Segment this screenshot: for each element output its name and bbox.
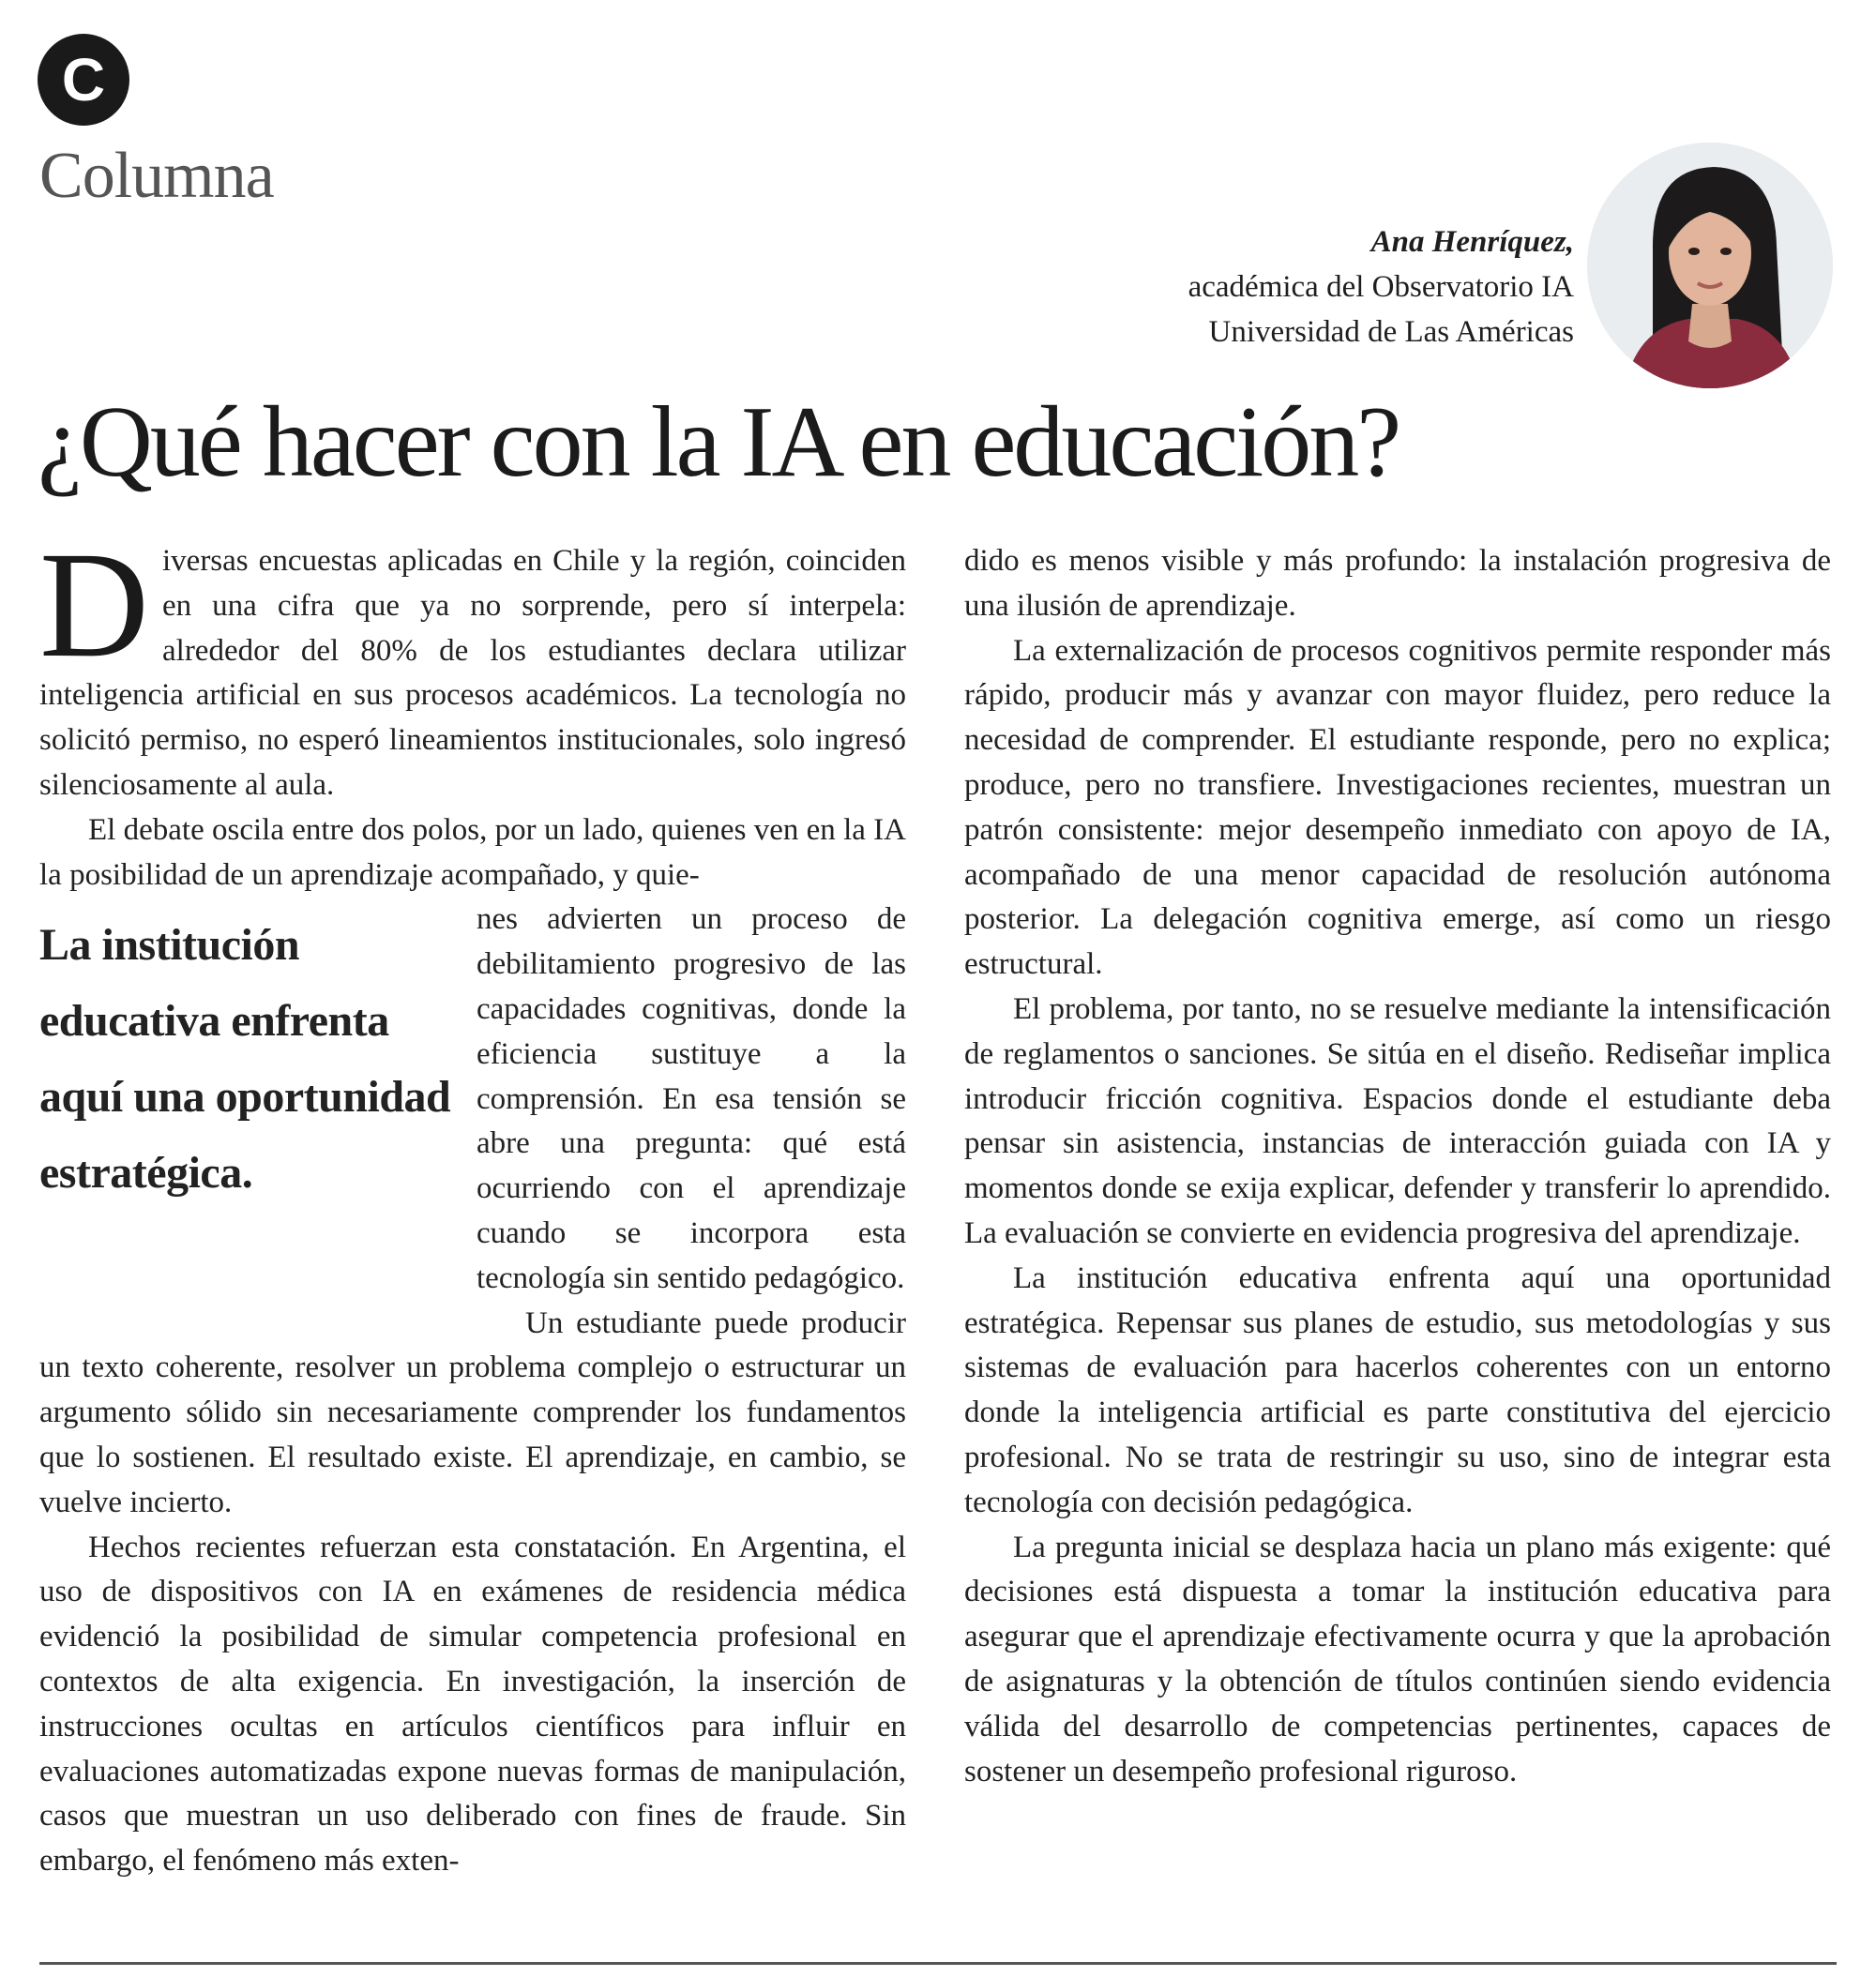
author-institution: Universidad de Las Américas	[1208, 315, 1574, 349]
portrait-illustration	[1587, 143, 1833, 388]
paragraph-2-continued: nes advierten un proceso de debilitamiento progresivo de las capacidades cognitivas, donde la eficiencia sustituye a la comprensión. En esa tensión se abre una pregunta: qué está ocurriendo con el aprendizaje cuando se incorpora esta tecnología sin sentido pedagógico.	[477, 902, 906, 1295]
paragraph-3: Un estudiante puede producir un texto coherente, resolver un problema complejo o estructurar un argumento sólido sin necesariamente comprender los fundamentos que lo sostienen. El resultado existe. El aprendizaje, en cambio, se vuelve incierto.	[39, 1305, 906, 1519]
section-label: Columna	[39, 140, 274, 212]
paragraph-1-text: iversas encuestas aplicadas en Chile y la región, coinciden en una cifra que ya no sorprende, pero sí interpela: alrededor del 80% de los estudiantes declara utilizar inteligencia artificial en sus procesos académicos. La tecnología no solicitó permiso, no esperó lineamientos institucionales, solo ingresó silenciosamente al aula.	[39, 544, 906, 802]
paragraph-1	[39, 521, 906, 808]
article-column-left	[39, 521, 906, 1884]
pull-quote: La institución educativa enfrenta aquí una oportunidad estratégica.	[39, 920, 451, 1199]
byline	[1188, 219, 1574, 355]
paragraph-6: El problema, por tanto, no se resuelve mediante la intensificación de reglamentos o sanciones. Se sitúa en el diseño. Rediseñar implica introducir fricción cognitiva. Espacios donde el estudiante deba pensar sin asistencia, instancias de interacción guiada con IA y momentos donde se exija explicar, defender y transferir lo aprendido. La evaluación se convierte en evidencia progresiva del aprendizaje.	[964, 991, 1831, 1250]
paragraph-4-continued: dido es menos visible y más profundo: la instalación progresiva de una ilusión de aprendizaje.	[964, 544, 1831, 623]
author-name: Ana Henríquez,	[1370, 225, 1574, 259]
bottom-rule	[39, 1962, 1837, 1965]
paragraph-5: La externalización de procesos cognitivos permite responder más rápido, producir más y avanzar con mayor fluidez, pero reduce la necesidad de comprender. El estudiante responde, pero no explica; produce, pero no transfiere. Investigaciones recientes, muestran un patrón consistente: mejor desempeño inmediato con apoyo de IA, acompañado de una menor capacidad de resolución autónoma posterior. La delegación cognitiva emerge, así como un riesgo estructural.	[964, 633, 1831, 982]
headline: ¿Qué hacer con la IA en educación?	[38, 386, 1399, 498]
paragraph-7: La institución educativa enfrenta aquí una oportunidad estratégica. Repensar sus planes de estudio, sus metodologías y sus sistemas de evaluación para hacerlos coherentes con un entorno donde la inteligencia artificial es parte constitutiva del ejercicio profesional. No se trata de restringir su uso, sino de integrar esta tecnología con decisión pedagógica.	[964, 1260, 1831, 1519]
author-role: académica del Observatorio IA	[1188, 270, 1574, 304]
article-column-right	[964, 539, 1831, 1794]
paragraph-4-start: Hechos recientes refuerzan esta constatación. En Argentina, el uso de dispositivos con IA en exámenes de residencia médica evidenció la posibilidad de simular competencia profesional en contextos de alta exigencia. En investigación, la inserción de instrucciones ocultas en artículos científicos para influir en evaluaciones automatizadas expone nuevas formas de manipulación, casos que muestran un uso deliberado con fines de fraude. Sin embargo, el fenómeno más exten-	[39, 1530, 906, 1879]
column-logo: C	[38, 34, 129, 126]
paragraph-8: La pregunta inicial se desplaza hacia un plano más exigente: qué decisiones está dispuesta a tomar la institución educativa para asegurar que el aprendizaje efectivamente ocurra y que la aprobación de asignaturas y la obtención de títulos continúen siendo evidencia válida del desarrollo de competencias pertinentes, capaces de sostener un desempeño profesional riguroso.	[964, 1530, 1831, 1788]
paragraph-2-start: El debate oscila entre dos polos, por un lado, quienes ven en la IA la posibilidad de un aprendizaje acompañado, y quie-	[39, 812, 906, 892]
drop-cap: D	[39, 521, 149, 689]
author-photo	[1587, 143, 1833, 388]
